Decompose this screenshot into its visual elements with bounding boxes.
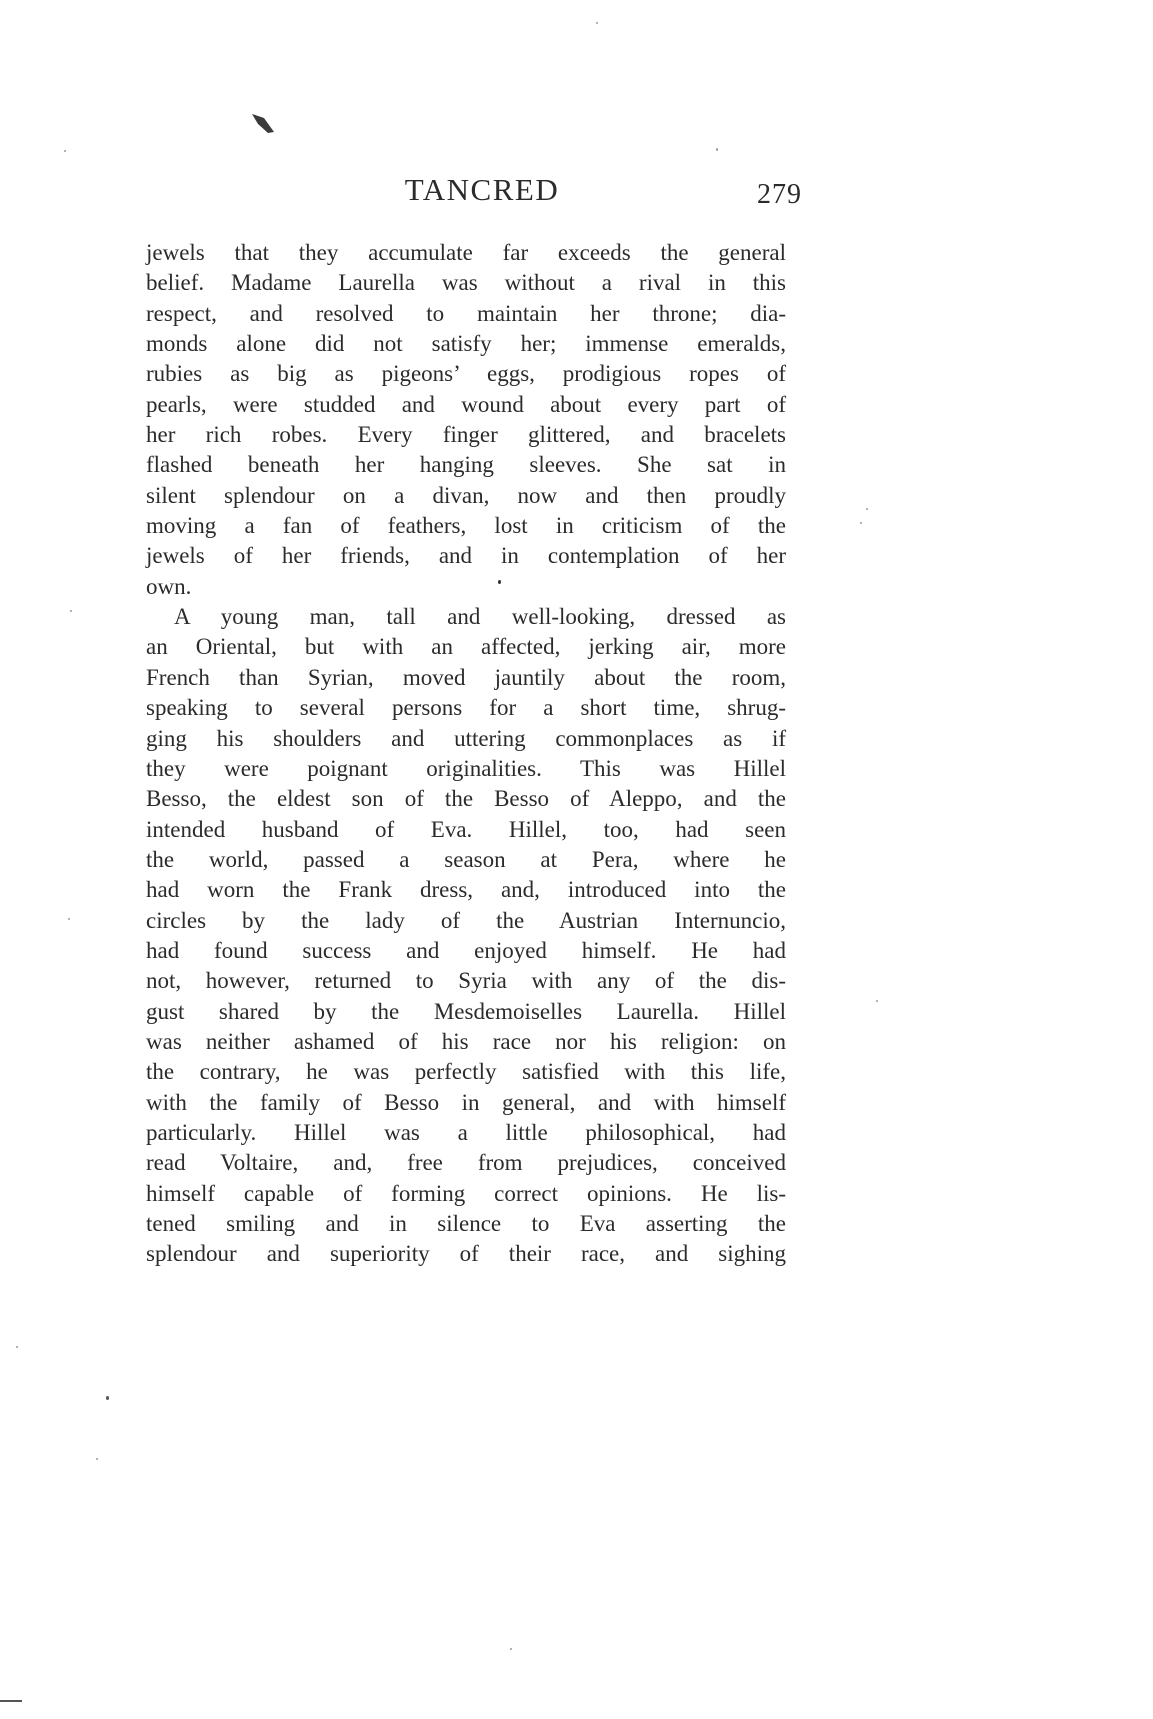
running-head xyxy=(162,170,802,216)
text-line: flashed beneath her hanging sleeves. She sat in xyxy=(146,452,786,478)
text-line: not, however, returned to Syria with any of the dis- xyxy=(146,968,786,994)
scan-speck xyxy=(96,1458,98,1460)
text-line: own. xyxy=(146,573,192,599)
scan-speck xyxy=(70,610,72,612)
text-line: monds alone did not satisfy her; immense emeralds, xyxy=(146,331,786,357)
text-line: respect, and resolved to maintain her throne; dia- xyxy=(146,300,786,326)
scan-speck xyxy=(716,148,718,151)
text-line: rubies as big as pigeons’ eggs, prodigious ropes of xyxy=(146,361,786,387)
text-line: A young man, tall and well-looking, dressed as xyxy=(174,604,786,630)
text-line: tened smiling and in silence to Eva asserting the xyxy=(146,1211,786,1236)
text-line: an Oriental, but with an affected, jerking air, more xyxy=(146,634,786,660)
page-number: 279 xyxy=(757,179,802,210)
text-line: had found success and enjoyed himself. He had xyxy=(146,937,786,963)
ink-mark-icon xyxy=(250,112,276,134)
text-line: French than Syrian, moved jauntily about the room, xyxy=(146,664,786,690)
body-text xyxy=(146,238,786,1270)
text-line: with the family of Besso in general, and with himself xyxy=(146,1089,786,1115)
text-line: circles by the lady of the Austrian Internuncio, xyxy=(146,907,786,933)
scan-speck xyxy=(860,522,862,524)
text-line: himself capable of forming correct opinions. He lis- xyxy=(146,1180,786,1206)
scan-speck xyxy=(498,580,501,584)
text-line: read Voltaire, and, free from prejudices, conceived xyxy=(146,1150,786,1176)
scan-speck xyxy=(510,1648,512,1650)
text-line: jewels that they accumulate far exceeds the general xyxy=(146,240,786,265)
text-line: her rich robes. Every finger glittered, and bracelets xyxy=(146,422,786,448)
scan-speck xyxy=(876,1000,878,1002)
text-line: silent splendour on a divan, now and then proudly xyxy=(146,482,786,508)
scan-speck xyxy=(64,150,66,152)
text-line: ging his shoulders and uttering commonplaces as if xyxy=(146,725,786,751)
text-line: the contrary, he was perfectly satisfied with this life, xyxy=(146,1059,786,1085)
text-line: they were poignant originalities. This was Hillel xyxy=(146,755,786,781)
text-line: jewels of her friends, and in contemplation of her xyxy=(146,543,786,569)
text-line: had worn the Frank dress, and, introduced into the xyxy=(146,877,786,903)
scan-speck xyxy=(596,22,598,24)
page-title: TANCRED xyxy=(404,172,560,207)
text-line: was neither ashamed of his race nor his religion: on xyxy=(146,1028,786,1054)
text-line: pearls, were studded and wound about every part of xyxy=(146,391,786,417)
text-line: moving a fan of feathers, lost in criticism of the xyxy=(146,513,786,539)
scan-speck xyxy=(0,1700,22,1702)
text-line: splendour and superiority of their race, and sighing xyxy=(146,1241,786,1267)
text-line: intended husband of Eva. Hillel, too, had seen xyxy=(146,816,786,842)
text-line: the world, passed a season at Pera, where he xyxy=(146,846,786,872)
text-line: Besso, the eldest son of the Besso of Aleppo, and the xyxy=(146,786,786,812)
text-line: speaking to several persons for a short time, shrug- xyxy=(146,695,786,721)
scan-speck xyxy=(106,1396,109,1400)
text-line: belief. Madame Laurella was without a rival in this xyxy=(146,270,786,296)
scan-speck xyxy=(16,1346,18,1348)
scan-speck xyxy=(866,508,868,510)
text-line: particularly. Hillel was a little philosophical, had xyxy=(146,1119,786,1145)
scan-speck xyxy=(68,918,70,920)
text-line: gust shared by the Mesdemoiselles Laurella. Hillel xyxy=(146,998,786,1024)
